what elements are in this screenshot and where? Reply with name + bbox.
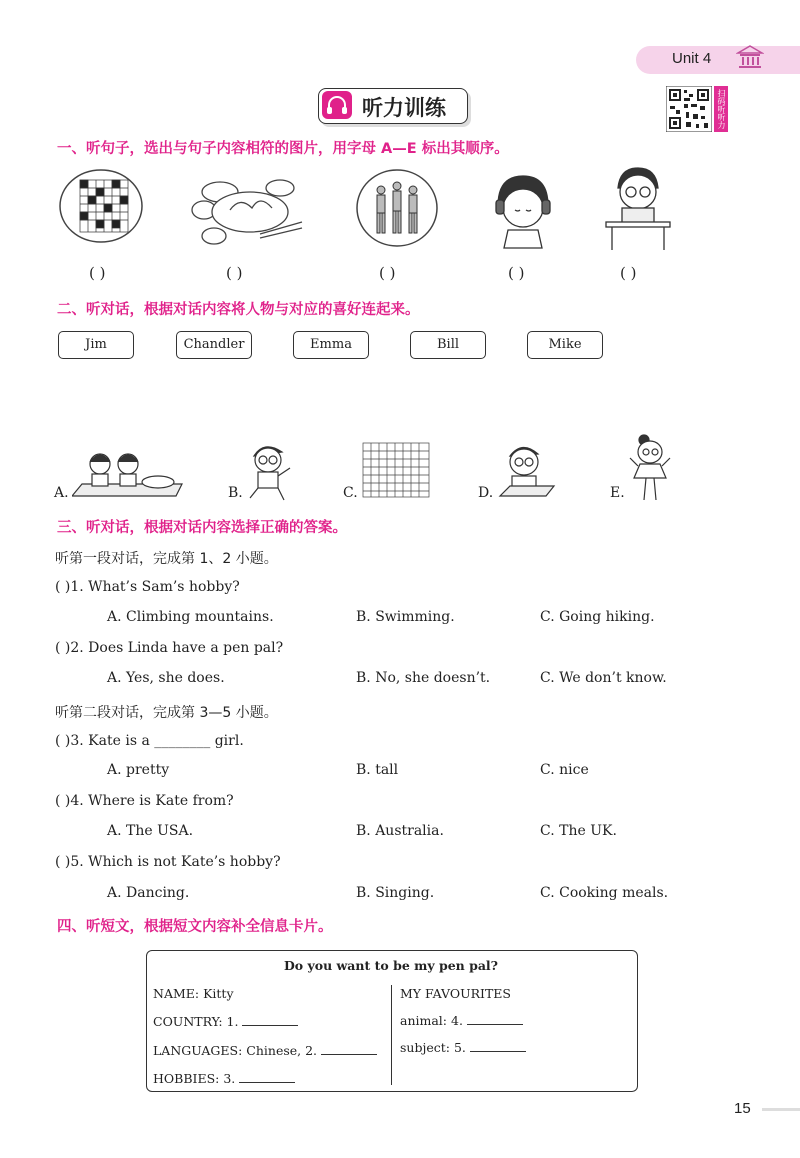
q1-option-b[interactable]: B. Swimming.: [356, 609, 455, 625]
card-hobbies-label: HOBBIES: 3.: [153, 1071, 236, 1086]
headphones-icon: [322, 91, 352, 119]
q2-option-c[interactable]: C. We don’t know.: [540, 670, 667, 686]
card-subject-row: [400, 1040, 526, 1055]
option-b-letter: B.: [228, 485, 243, 501]
card-favourites: MY FAVOURITES: [400, 986, 511, 1001]
q2-option-b[interactable]: B. No, she doesn’t.: [356, 670, 491, 686]
boy-reading-image: [602, 164, 672, 252]
name-box-jim[interactable]: Jim: [58, 331, 134, 359]
q5-option-c[interactable]: C. Cooking meals.: [540, 885, 669, 901]
card-subject-label: subject: 5.: [400, 1040, 466, 1055]
q3-option-a[interactable]: A. pretty: [107, 762, 170, 778]
crossword-grid-image: [362, 442, 430, 498]
q4-option-a[interactable]: A. The USA.: [107, 823, 194, 839]
section2-heading: 二、听对话，根据对话内容将人物与对应的喜好连起来。: [57, 302, 420, 318]
card-animal-row: [400, 1013, 523, 1028]
card-country-row: [153, 1014, 298, 1029]
people-walking-image: [355, 168, 439, 248]
card-title: Do you want to be my pen pal?: [283, 958, 499, 973]
crossword-image: [58, 168, 144, 244]
option-e-letter: E.: [610, 485, 625, 501]
q3-option-c[interactable]: C. nice: [540, 762, 589, 778]
q4-option-c[interactable]: C. The UK.: [540, 823, 617, 839]
option-c-letter: C.: [343, 485, 358, 501]
card-name: NAME: Kitty: [153, 986, 234, 1001]
unit-tab: [636, 46, 800, 74]
card-languages-row: [153, 1043, 377, 1058]
q2-option-a[interactable]: A. Yes, she does.: [107, 670, 225, 686]
page-number: 15: [734, 1100, 751, 1117]
question-3: ( )3. Kate is a ________ girl.: [55, 733, 244, 749]
qr-code-icon[interactable]: [666, 86, 712, 132]
question-5: ( )5. Which is not Kate’s hobby?: [55, 854, 281, 870]
q3-option-b[interactable]: B. tall: [356, 762, 399, 778]
building-icon: [736, 44, 764, 70]
question-2: ( )2. Does Linda have a pen pal?: [55, 640, 284, 656]
question-4: ( )4. Where is Kate from?: [55, 793, 234, 809]
animal-blank[interactable]: [467, 1023, 523, 1025]
boy-kungfu-image: [244, 440, 294, 502]
hobbies-blank[interactable]: [239, 1081, 295, 1083]
answer-blank-5[interactable]: ( ): [620, 264, 637, 282]
card-animal-label: animal: 4.: [400, 1013, 463, 1028]
section1-heading: 一、听句子，选出与句子内容相符的图片，用字母 A—E 标出其顺序。: [57, 141, 509, 157]
dumplings-image: [190, 172, 306, 252]
question-1: ( )1. What’s Sam’s hobby?: [55, 579, 240, 595]
languages-blank[interactable]: [321, 1053, 377, 1055]
card-divider: [391, 985, 392, 1085]
q5-option-b[interactable]: B. Singing.: [356, 885, 435, 901]
option-d-letter: D.: [478, 485, 494, 501]
answer-blank-2[interactable]: ( ): [226, 264, 243, 282]
name-box-chandler[interactable]: Chandler: [176, 331, 252, 359]
name-box-emma[interactable]: Emma: [293, 331, 369, 359]
answer-blank-3[interactable]: ( ): [379, 264, 396, 282]
q4-option-b[interactable]: B. Australia.: [356, 823, 444, 839]
card-country-label: COUNTRY: 1.: [153, 1014, 239, 1029]
kids-cooking-image: [72, 446, 184, 500]
part1-intro: 听第一段对话，完成第 1、2 小题。: [55, 551, 278, 567]
section4-heading: 四、听短文，根据短文内容补全信息卡片。: [57, 919, 333, 935]
qr-caption: 扫码听听力: [714, 86, 728, 132]
option-a-letter: A.: [54, 485, 69, 501]
answer-blank-4[interactable]: ( ): [508, 264, 525, 282]
q1-option-a[interactable]: A. Climbing mountains.: [107, 609, 274, 625]
card-hobbies-row: [153, 1071, 295, 1086]
country-blank[interactable]: [242, 1024, 298, 1026]
card-languages-label: LANGUAGES: Chinese, 2.: [153, 1043, 318, 1058]
boy-writing-image: [496, 440, 560, 500]
page-number-bar: [762, 1108, 800, 1111]
part2-intro: 听第二段对话，完成第 3—5 小题。: [55, 705, 278, 721]
subject-blank[interactable]: [470, 1050, 526, 1052]
answer-blank-1[interactable]: ( ): [89, 264, 106, 282]
section3-heading: 三、听对话，根据对话内容选择正确的答案。: [57, 520, 347, 536]
unit-label: Unit 4: [672, 50, 712, 67]
girl-listening-music-image: [488, 172, 558, 250]
page-title: 听力训练: [362, 96, 446, 120]
name-box-bill[interactable]: Bill: [410, 331, 486, 359]
girl-dancing-image: [628, 434, 674, 502]
q5-option-a[interactable]: A. Dancing.: [107, 885, 190, 901]
name-box-mike[interactable]: Mike: [527, 331, 603, 359]
q1-option-c[interactable]: C. Going hiking.: [540, 609, 655, 625]
